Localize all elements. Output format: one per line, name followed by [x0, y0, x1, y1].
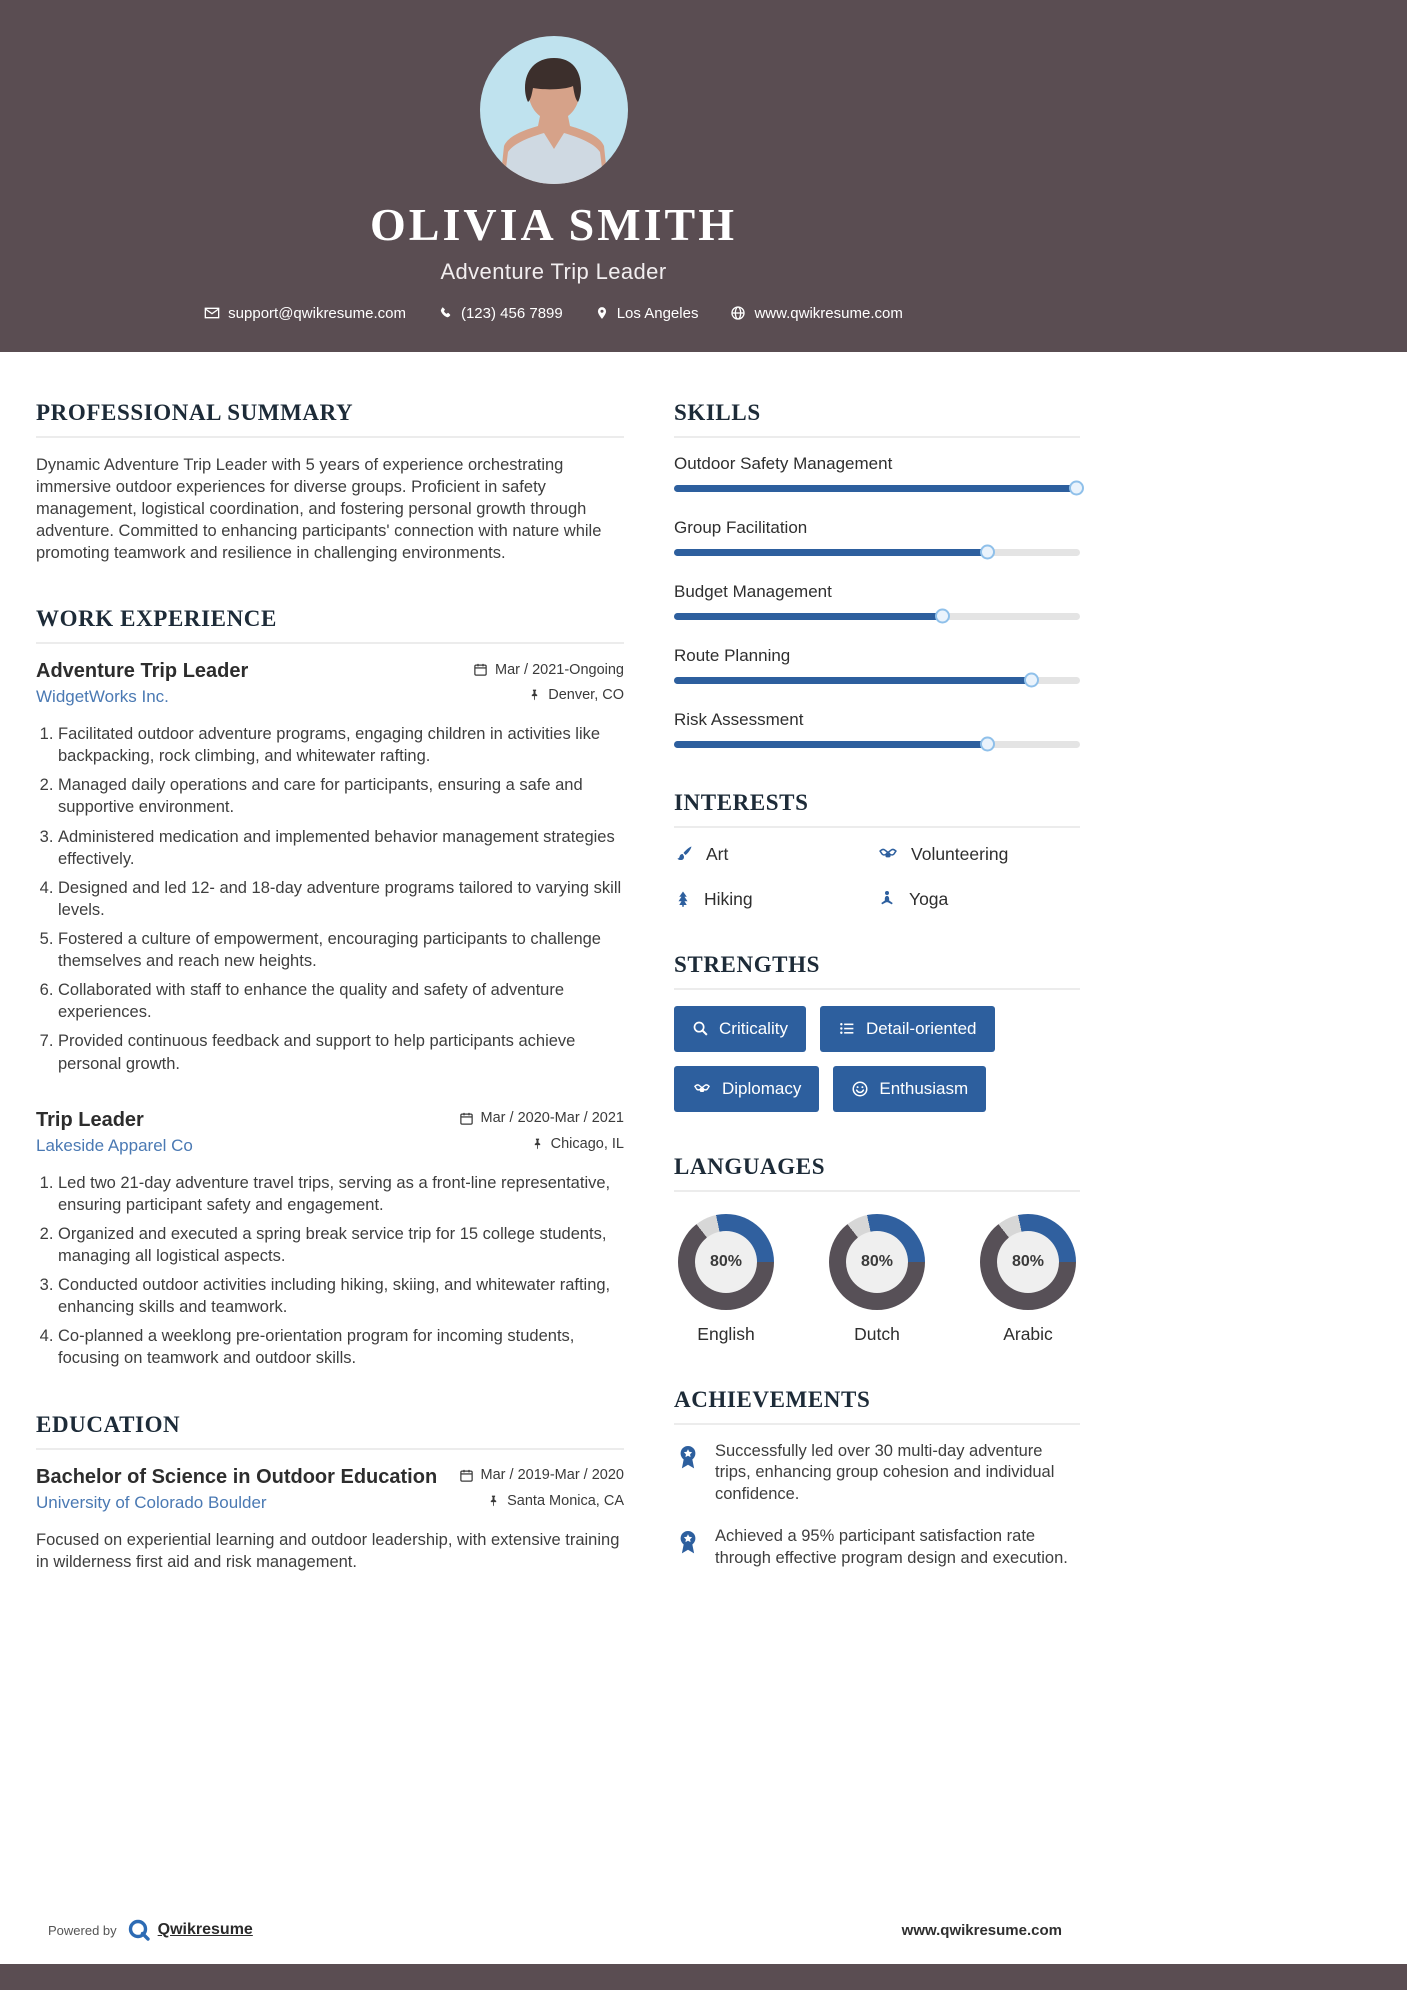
contact-location-text: Los Angeles [616, 304, 699, 322]
skill-name: Group Facilitation [674, 517, 808, 537]
interest-label: Yoga [909, 888, 949, 909]
language-name: English [697, 1323, 755, 1344]
skill-name: Risk Assessment [674, 709, 804, 729]
skill-bar [674, 549, 1080, 556]
achievements-heading: ACHIEVEMENTS [674, 1387, 1080, 1425]
language-name: Dutch [854, 1323, 900, 1344]
contact-location [595, 305, 699, 322]
education-text: Focused on experiential learning and outdoor leadership, with extensive training in wilderness first aid and risk management. [36, 1530, 620, 1571]
strengths-heading: STRENGTHS [674, 952, 1080, 990]
strength-label: Criticality [719, 1018, 788, 1038]
globe-icon [730, 305, 746, 321]
strength-chip [674, 1006, 806, 1052]
education-entry [36, 1466, 624, 1573]
profile-photo-placeholder [480, 44, 628, 184]
skill-slider-knob [1024, 673, 1039, 688]
education-dates [459, 1467, 624, 1483]
contact-phone [438, 305, 563, 322]
language-item [980, 1214, 1076, 1345]
education-location-text: Santa Monica, CA [507, 1492, 624, 1509]
interest-label: Volunteering [911, 843, 1009, 864]
yoga-person-icon [877, 889, 897, 909]
job-location [531, 1136, 624, 1152]
powered-by-label: Powered by [48, 1922, 117, 1938]
calendar-icon [459, 1111, 474, 1126]
skill-bar [674, 485, 1080, 492]
strength-chip [674, 1066, 819, 1112]
language-percent: 80% [846, 1231, 908, 1293]
section-education [36, 1412, 624, 1573]
handshake-icon [877, 844, 899, 864]
job-location [528, 687, 624, 703]
degree-title: Bachelor of Science in Outdoor Education [36, 1465, 438, 1488]
education-location [487, 1493, 624, 1509]
qwikresume-logo[interactable] [127, 1918, 253, 1942]
languages-heading: LANGUAGES [674, 1154, 1080, 1192]
pine-tree-icon [674, 889, 692, 909]
job-company-link[interactable]: Lakeside Apparel Co [36, 1135, 193, 1155]
skill-name: Budget Management [674, 581, 832, 601]
job-dates [459, 1110, 624, 1126]
job-bullet: 1. Led two 21-day adventure travel trips, serving as a front-line representative, ensuring participant safety and engagement. [58, 1172, 624, 1216]
header [0, 0, 1407, 352]
pushpin-icon [531, 1137, 544, 1151]
award-ribbon-icon [674, 1443, 702, 1473]
job-entry [36, 1109, 624, 1370]
section-strengths [674, 952, 1080, 1112]
skill-item [674, 454, 1080, 492]
summary-text: Dynamic Adventure Trip Leader with 5 years of experience orchestrating immersive outdoor experiences for diverse groups. Proficient in safety management, logistical coordination, and fostering personal growth through adventure. Committed to enhancing participants' connection with nature while promoting teamwork and resilience in challenging environments. [36, 455, 602, 563]
strength-label: Detail-oriented [865, 1018, 977, 1038]
strength-chip [820, 1006, 995, 1052]
language-donut-chart [980, 1214, 1076, 1310]
section-skills [674, 400, 1080, 748]
footer-website[interactable]: www.qwikresume.com [901, 1921, 1062, 1939]
strength-chip [833, 1066, 986, 1112]
section-languages [674, 1154, 1080, 1345]
skill-bar [674, 741, 1080, 748]
interest-label: Hiking [704, 888, 753, 909]
skills-heading: SKILLS [674, 400, 1080, 438]
email-icon [204, 305, 220, 321]
contact-website[interactable] [730, 305, 902, 322]
pushpin-icon [528, 688, 541, 702]
job-bullet: 7. Provided continuous feedback and support to help participants achieve personal growth. [58, 1030, 624, 1074]
qwikresume-logo-icon [127, 1918, 151, 1942]
education-dates-text: Mar / 2019-Mar / 2020 [480, 1467, 624, 1484]
skill-bar [674, 677, 1080, 684]
achievement-item [674, 1441, 1080, 1506]
skill-slider-knob [935, 609, 950, 624]
interest-item [674, 889, 877, 910]
skill-bar [674, 613, 1080, 620]
job-bullet: 4. Designed and led 12- and 18-day adventure programs tailored to varying skill levels. [58, 877, 624, 921]
language-name: Arabic [1003, 1323, 1053, 1344]
job-bullet-list [36, 723, 624, 1075]
job-bullet: 3. Administered medication and implemented behavior management strategies effectively. [58, 826, 624, 870]
job-dates-text: Mar / 2020-Mar / 2021 [480, 1110, 624, 1127]
language-donut-chart [829, 1214, 925, 1310]
candidate-title: Adventure Trip Leader [440, 258, 667, 284]
contact-email-text: support@qwikresume.com [228, 304, 406, 322]
job-bullet-list [36, 1172, 624, 1370]
language-item [678, 1214, 774, 1345]
job-bullet: 1. Facilitated outdoor adventure programs, engaging children in activities like backpacking, rock climbing, and whitewater rafting. [58, 723, 624, 767]
achievement-item [674, 1526, 1080, 1570]
bottom-accent-bar [0, 1964, 1407, 1990]
school-link[interactable]: University of Colorado Boulder [36, 1492, 267, 1512]
language-percent: 80% [997, 1231, 1059, 1293]
job-bullet: 4. Co-planned a weeklong pre-orientation program for incoming students, focusing on teamwork and outdoor skills. [58, 1325, 624, 1369]
award-ribbon-icon [674, 1528, 702, 1558]
job-bullet: 3. Conducted outdoor activities including hiking, skiing, and whitewater rafting, enhancing skills and teamwork. [58, 1274, 624, 1318]
section-professional-summary [36, 400, 624, 565]
achievement-text: Successfully led over 30 multi-day adventure trips, enhancing group cohesion and individual confidence. [715, 1441, 1055, 1504]
footer [48, 1918, 1062, 1942]
job-company-link[interactable]: WidgetWorks Inc. [36, 687, 169, 707]
interests-heading: INTERESTS [674, 790, 1080, 828]
calendar-icon [459, 1468, 474, 1483]
calendar-icon [473, 662, 488, 677]
right-column [674, 400, 1080, 1615]
job-dates [473, 662, 624, 678]
phone-icon [438, 306, 453, 321]
interest-item [877, 844, 1080, 865]
contact-phone-text: (123) 456 7899 [460, 304, 563, 322]
avatar [480, 36, 628, 184]
job-title: Trip Leader [36, 1108, 144, 1131]
contact-email[interactable] [204, 305, 406, 322]
job-bullet: 2. Organized and executed a spring break service trip for 15 college students, managing all logistical aspects. [58, 1223, 624, 1267]
skill-slider-knob [980, 545, 995, 560]
resume-body [0, 352, 1407, 1615]
skill-item [674, 646, 1080, 684]
job-location-text: Chicago, IL [550, 1135, 624, 1152]
work-heading: WORK EXPERIENCE [36, 606, 624, 644]
list-icon [838, 1020, 856, 1037]
skill-item [674, 582, 1080, 620]
skill-item [674, 518, 1080, 556]
education-heading: EDUCATION [36, 1412, 624, 1450]
job-dates-text: Mar / 2021-Ongoing [495, 661, 624, 678]
contact-website-text: www.qwikresume.com [754, 304, 903, 322]
strength-label: Diplomacy [722, 1078, 802, 1098]
section-interests [674, 790, 1080, 910]
language-item [829, 1214, 925, 1345]
section-achievements [674, 1387, 1080, 1570]
location-pin-icon [595, 305, 609, 321]
paintbrush-icon [674, 844, 694, 864]
skill-slider-knob [1069, 481, 1084, 496]
skill-name: Route Planning [674, 645, 791, 665]
job-location-text: Denver, CO [548, 687, 624, 704]
magnifier-icon [692, 1020, 709, 1037]
skill-item [674, 710, 1080, 748]
skill-name: Outdoor Safety Management [674, 453, 893, 473]
contact-row [204, 305, 903, 322]
qwikresume-brand-text: Qwikresume [157, 1921, 253, 1938]
job-bullet: 5. Fostered a culture of empowerment, encouraging participants to challenge themselves and reach new heights. [58, 928, 624, 972]
strength-label: Enthusiasm [879, 1078, 969, 1098]
smiley-icon [851, 1080, 869, 1098]
skill-slider-knob [980, 737, 995, 752]
interest-item [877, 889, 1080, 910]
achievement-text: Achieved a 95% participant satisfaction rate through effective program design and execution. [715, 1526, 1068, 1567]
language-donut-chart [678, 1214, 774, 1310]
candidate-name: OLIVIA SMITH [369, 199, 738, 250]
left-column [36, 400, 624, 1615]
interest-label: Art [706, 843, 729, 864]
interest-item [674, 844, 877, 865]
language-percent: 80% [695, 1231, 757, 1293]
summary-heading: PROFESSIONAL SUMMARY [36, 400, 624, 438]
pushpin-icon [487, 1494, 500, 1508]
job-bullet: 6. Collaborated with staff to enhance the quality and safety of adventure experiences. [58, 979, 624, 1023]
job-bullet: 2. Managed daily operations and care for participants, ensuring a safe and supportive environment. [58, 774, 624, 818]
job-entry [36, 660, 624, 1075]
job-title: Adventure Trip Leader [36, 660, 249, 683]
handshake-icon [692, 1080, 712, 1098]
section-work-experience [36, 606, 624, 1369]
